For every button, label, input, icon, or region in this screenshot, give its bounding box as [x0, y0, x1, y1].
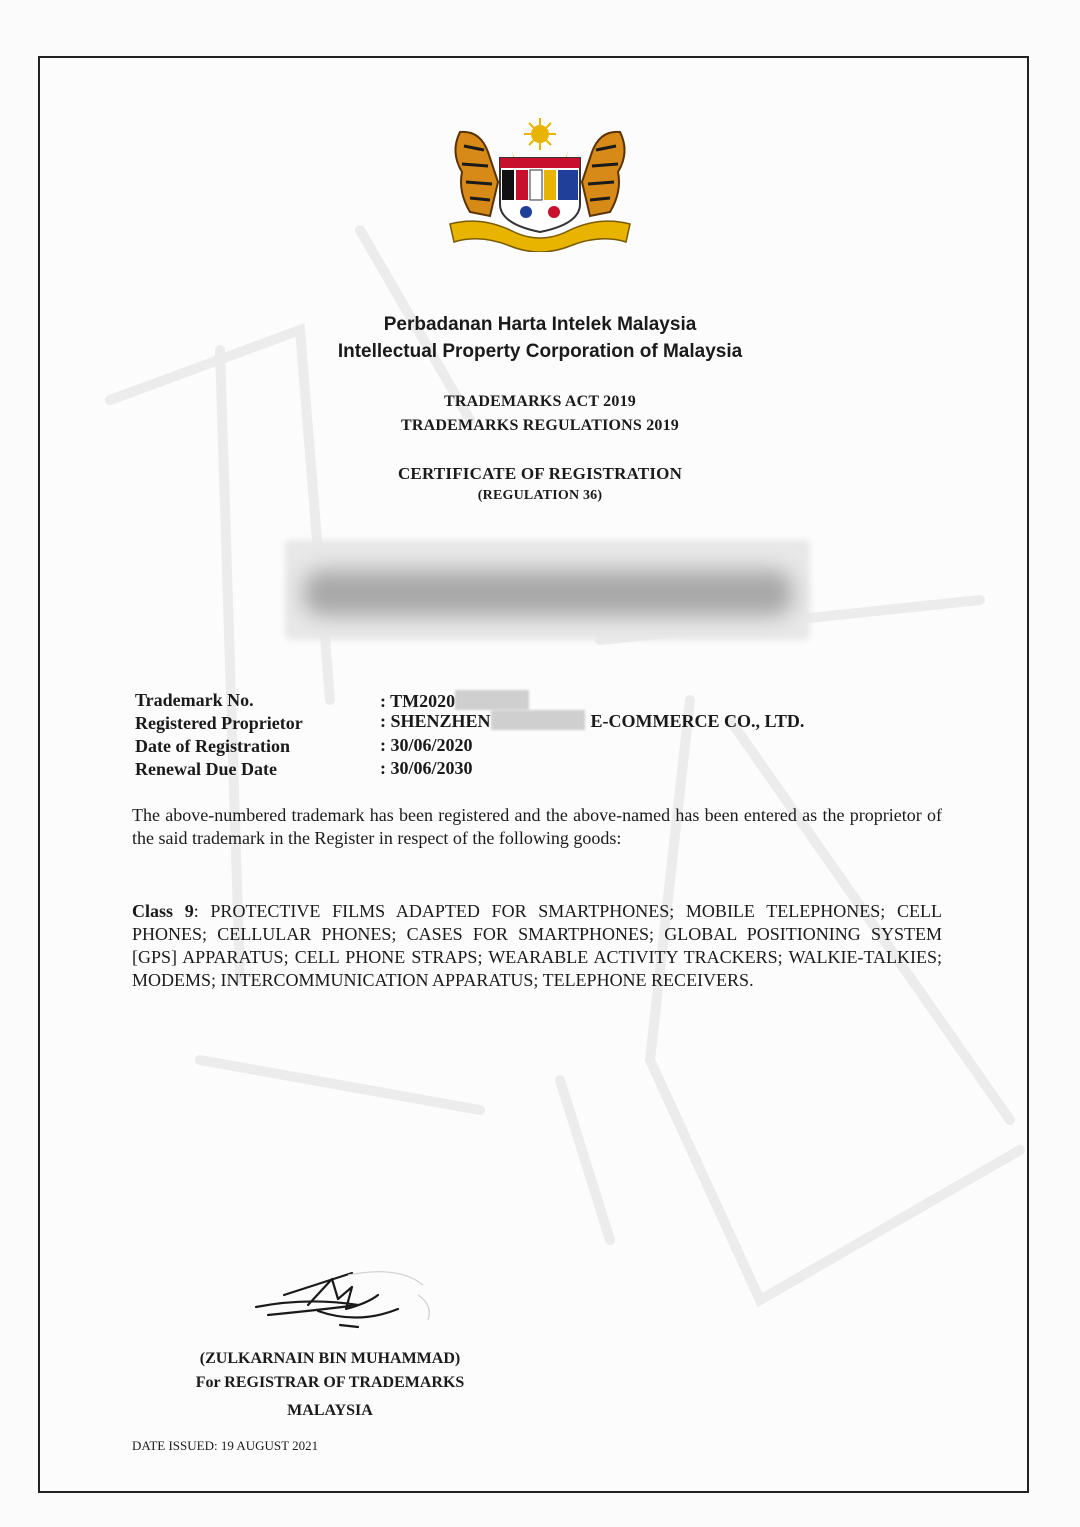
org-name-english: Intellectual Property Corporation of Malaysia	[337, 341, 743, 362]
class-label: Class 9	[132, 901, 194, 921]
registrar-country: MALAYSIA	[287, 1402, 373, 1419]
trademark-no-text: : TM2020	[380, 691, 456, 711]
proprietor-text: : SHENZHEN	[380, 711, 491, 731]
proprietor-label: Registered Proprietor	[135, 713, 303, 733]
org-name-malay: Perbadanan Harta Intelek Malaysia	[383, 314, 697, 335]
registration-statement: The above-numbered trademark has been registered and the above-named has been entered as the proprietor of the said trademark in the Register in respect of the following goods:	[132, 805, 942, 848]
trademark-no-label: Trademark No.	[135, 690, 254, 710]
goods-list: : PROTECTIVE FILMS ADAPTED FOR SMARTPHONES; MOBILE TELEPHONES; CELL PHONES; CELLULAR PHONES; CASES FOR SMARTPHONES; GLOBAL POSITIONING SYSTEM [GPS] APPARATUS; CELL PHONE STRAPS; WEARABLE ACTIVITY TRACKERS; WALKIE-TALKIES; MODEMS; INTERCOMMUNICATION APPARATUS; TELEPHONE RECEIVERS.	[132, 901, 942, 990]
renewal-date-label: Renewal Due Date	[135, 759, 277, 779]
act-title: TRADEMARKS ACT 2019	[444, 393, 636, 410]
certificate-title: CERTIFICATE OF REGISTRATION	[397, 464, 683, 483]
date-issued: DATE ISSUED: 19 AUGUST 2021	[132, 1438, 319, 1453]
regulations-title: TRADEMARKS REGULATIONS 2019	[400, 417, 680, 434]
proprietor-value	[380, 710, 804, 732]
redaction-bar	[455, 690, 529, 710]
registrar-name: (ZULKARNAIN BIN MUHAMMAD)	[199, 1350, 461, 1367]
registrar-role: For REGISTRAR OF TRADEMARKS	[195, 1374, 465, 1391]
registrar-signature	[248, 1265, 448, 1340]
trademark-no-value	[380, 690, 529, 712]
proprietor-suffix: E-COMMERCE CO., LTD.	[590, 711, 805, 731]
coat-of-arms-emblem	[440, 112, 640, 252]
renewal-date-value: : 30/06/2030	[380, 758, 473, 778]
registration-date-value: : 30/06/2020	[380, 735, 473, 755]
regulation-reference: (REGULATION 36)	[477, 488, 603, 503]
goods-class-block	[132, 900, 942, 992]
registration-date-label: Date of Registration	[135, 736, 290, 756]
redacted-trademark-mark	[285, 540, 810, 640]
redaction-bar	[491, 710, 585, 730]
